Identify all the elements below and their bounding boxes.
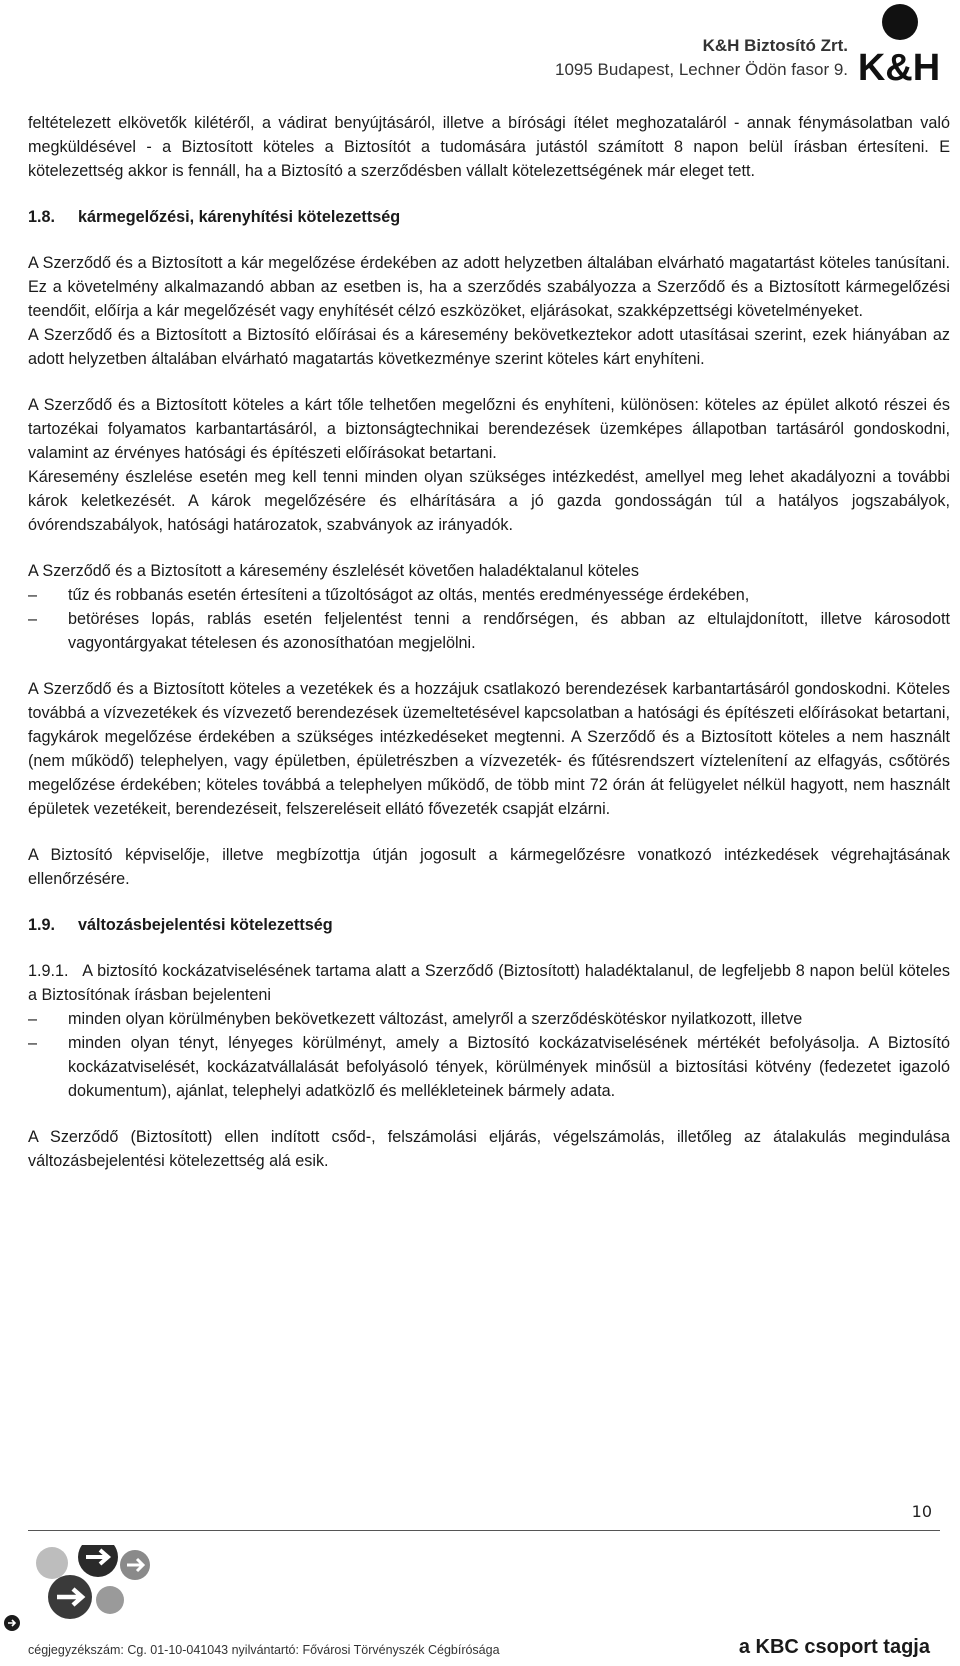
arrow-icon xyxy=(4,1615,20,1631)
section-heading-1-9 xyxy=(28,913,950,937)
dash-bullet: – xyxy=(28,1034,38,1052)
list-item xyxy=(28,1031,950,1103)
company-address: 1095 Budapest, Lechner Ödön fasor 9. xyxy=(555,60,848,79)
page-number: 10 xyxy=(911,1502,932,1521)
list-item-text: tűz és robbanás esetén értesíteni a tűzoltóságot az oltás, mentés eredményessége érdekében, xyxy=(68,586,750,604)
arrow-icon xyxy=(36,1547,68,1579)
section-number: 1.8. xyxy=(28,208,56,226)
paragraph: A Szerződő és a Biztosított köteles a vezetékek és a hozzájuk csatlakozó berendezések karbantartásáról gondoskodni. Köteles továbbá a vízvezetékek és vízvezető berendezések üzemeltetésével kapcsolatban a hatósági és építészeti előírásokat betartani, fagykárok megelőzése érdekében a szükséges intézkedéseket megtenni. A Szerződő és a Biztosított köteles a nem használt (nem működő) telephelyen, vagy épületben, épületrészben a vízvezeték- és fűtésrendszert víztelenítení az elfagyás, csőtörés megelőzése érdekében; köteles továbbá a telephelyen működő, de több mint 72 órán át felügyelet nélkül hagyott, nem használt épületek vezetékeit, berendezéseit, felszereléseit ellátó fővezeték csapját elzárni. xyxy=(28,680,950,818)
document-body xyxy=(28,111,955,1173)
registry-text: cégjegyzékszám: Cg. 01-10-041043 nyilvántartó: Fővárosi Törvényszék Cégbírósága xyxy=(28,1643,500,1657)
paragraph: A Biztosító képviselője, illetve megbízottja útján jogosult a kármegelőzésre vonatkozó intézkedések végrehajtásának ellenőrzésére. xyxy=(28,846,950,888)
dash-bullet: – xyxy=(28,586,38,604)
section-title: kármegelőzési, kárenyhítési kötelezettség xyxy=(78,208,401,226)
paragraph: A Szerződő és a Biztosított a káresemény észlelését követően haladéktalanul köteles xyxy=(28,562,639,580)
paragraph: feltételezett elkövetők kilétéről, a vádirat benyújtásáról, illetve a bírósági ítélet meghozataláról - annak fénymásolatban való megküldésével - a Biztosított köteles a Biztosítót a tudomására jutástól számított 8 napon belül írásban értesíteni. E kötelezettség akkor is fennáll, ha a Biztosító a szerződésben vállalt kötelezettségének már eleget tett. xyxy=(28,114,950,180)
section-number: 1.9. xyxy=(28,916,56,934)
list-item xyxy=(28,1007,950,1031)
section-heading-1-8 xyxy=(28,205,950,229)
list-item-text: minden olyan tényt, lényeges körülményt, amely a Biztosító kockázatviselésének mértékét befolyásolja. A Biztosító kockázatviselését, kockázatvállalását befolyásoló tények, körülmények minősül a biztosítási kötvény (fedezetet igazoló dokumentum), ajánlat, telephelyi adatközlő és mellékleteinek bármely adata. xyxy=(68,1034,950,1100)
list-item-text: minden olyan körülményben bekövetkezett változást, amelyről a szerződéskötéskor nyilatkozott, illetve xyxy=(68,1010,803,1028)
arrow-icon xyxy=(48,1575,92,1619)
dash-bullet: – xyxy=(28,1010,38,1028)
section-title: változásbejelentési kötelezettség xyxy=(78,916,333,934)
paragraph: A Szerződő és a Biztosított a kár megelőzése érdekében az adott helyzetben általában elvárható magatartást köteles tanúsítani. Ez a követelmény alkalmazandó abban az esetben is, ha a szerződés szabályozza a Szerződő és a Biztosított kármegelőzési teendőit, előírja a kár megelőzését vagy enyhítését célzó eszközöket, eljárásokat, szakképzettségi követelményeket. xyxy=(28,254,950,320)
list-item xyxy=(28,583,950,607)
arrow-icon xyxy=(78,1545,118,1577)
arrow-icon xyxy=(96,1586,124,1614)
kh-logo xyxy=(844,2,954,84)
kbc-group-text: a KBC csoport tagja xyxy=(738,1636,930,1658)
paragraph: 1.9.1. A biztosító kockázatviselésének tartama alatt a Szerződő (Biztosított) haladéktalanul, de legfeljebb 8 napon belül köteles a Biztosítónak írásban bejelenteni xyxy=(28,962,955,1004)
paragraph: A Szerződő és a Biztosított a Biztosító előírásai és a káresemény bekövetkeztekor adott utasításai szerint, ezek hiányában az adott helyzetben általában elvárható magatartás következménye szerint köteles kárt enyhíteni. xyxy=(28,326,950,368)
list-item-text: betöréses lopás, rablás esetén feljelentést tenni a rendőrségen, és abban az eltulajdonított, illetve károsodott vagyontárgyakat tételesen és azonosíthatóan megjelölni. xyxy=(68,610,950,652)
company-name: K&H Biztosító Zrt. xyxy=(702,36,848,55)
page-header xyxy=(0,0,960,90)
paragraph: A Szerződő és a Biztosított köteles a kárt tőle telhetően megelőzni és enyhíteni, különösen: köteles az épület alkotó részei és tartozékai folyamatos karbantartásáról, a biztonságtechnikai berendezések üzemképes állapotban tartásáról gondoskodni, valamint az érvényes hatósági és építészeti előírásokat betartani. xyxy=(28,396,950,462)
paragraph: A Szerződő (Biztosított) ellen indított csőd-, felszámolási eljárás, végelszámolás, illetőleg az átalakulás megindulása változásbejelentési kötelezettség alá esik. xyxy=(28,1128,950,1170)
footer-divider xyxy=(28,1530,940,1531)
paragraph: Káresemény észlelése esetén meg kell tenni minden olyan szükséges intézkedést, amellyel meg lehet akadályozni a további károk keletkezését. A károk megelőzésére és elhárítására a jó gazda gondosságán túl a hatályos jogszabályok, óvórendszabályok, hatósági határozatok, szabványok az irányadók. xyxy=(28,468,950,534)
dash-bullet: – xyxy=(28,610,38,628)
logo-text: K&H xyxy=(857,47,941,84)
list-item xyxy=(28,607,950,655)
arrow-icon xyxy=(120,1550,150,1580)
footer-arrow-icons xyxy=(0,1545,200,1635)
